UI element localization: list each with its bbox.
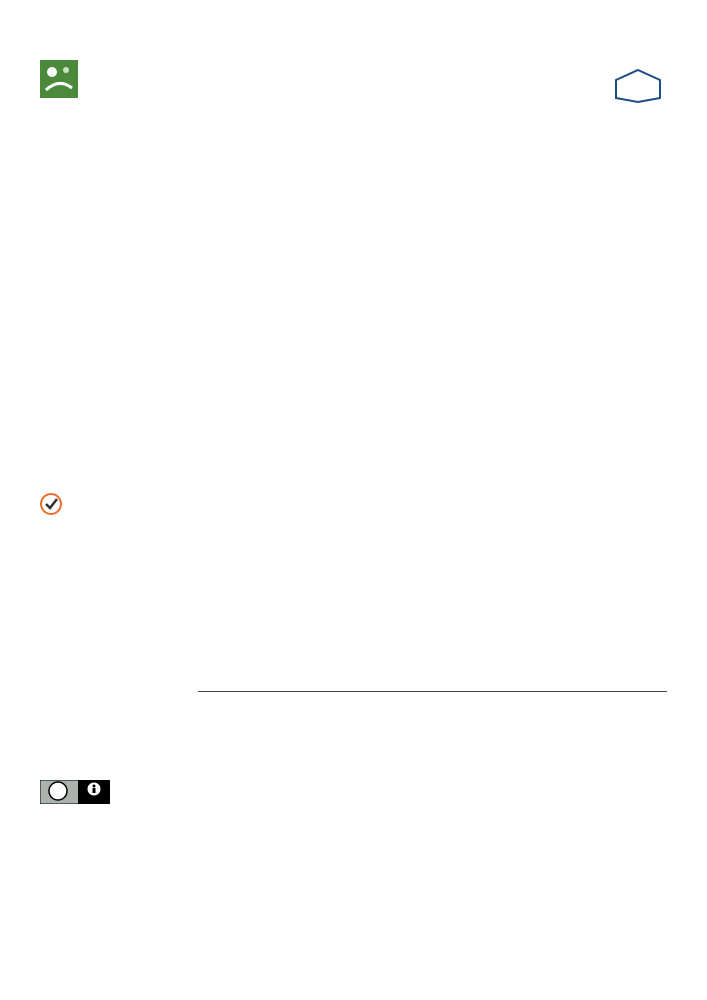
cc-by-license-icon[interactable]	[40, 780, 110, 804]
mdpi-logo-icon	[612, 68, 664, 104]
check-updates-icon[interactable]	[40, 492, 62, 516]
journal-logo-icon	[40, 60, 78, 98]
divider	[198, 691, 667, 692]
